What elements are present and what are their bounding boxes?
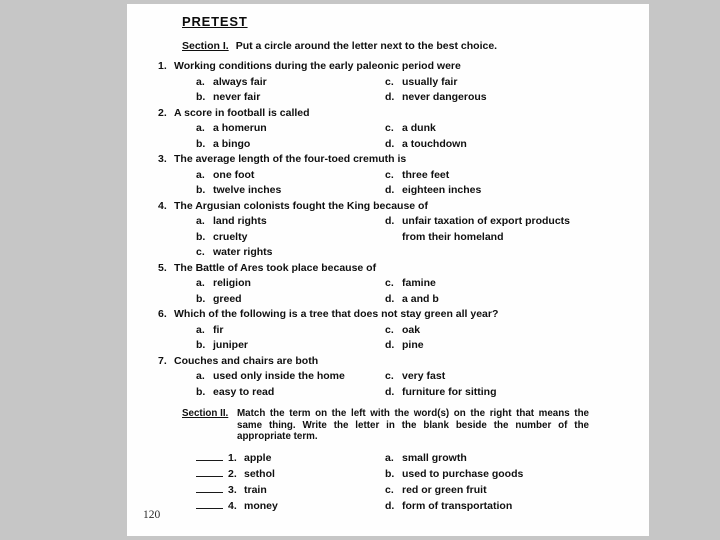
option-row xyxy=(196,75,618,91)
option-row xyxy=(196,121,618,137)
question-block xyxy=(158,261,618,308)
match-letter: a. xyxy=(385,451,394,464)
document-page xyxy=(127,4,649,536)
option-text: always fair xyxy=(213,75,267,88)
option-text: fir xyxy=(213,323,224,336)
option-row xyxy=(196,90,618,106)
option-text: juniper xyxy=(213,339,249,351)
option-text: one foot xyxy=(213,168,255,181)
option-letter: d. xyxy=(385,385,395,398)
question-text: Working conditions during the early paleonic period were xyxy=(174,60,461,72)
match-row xyxy=(196,482,618,498)
question-number: 5. xyxy=(158,261,167,274)
question-number: 1. xyxy=(158,60,167,72)
question-number: 3. xyxy=(158,153,167,165)
option-letter: a. xyxy=(196,215,205,227)
question-block xyxy=(158,199,618,261)
option-text: a and b xyxy=(402,292,439,305)
option-letter: c. xyxy=(385,323,394,336)
option-letter: b. xyxy=(196,230,206,243)
option-text: religion xyxy=(213,277,251,289)
section2-heading xyxy=(182,408,618,443)
question-number: 6. xyxy=(158,308,167,320)
option-text: easy to read xyxy=(213,385,275,398)
option-text: water rights xyxy=(213,246,273,258)
option-text: famine xyxy=(402,277,436,289)
option-letter: b. xyxy=(196,292,206,305)
question-block xyxy=(158,307,618,354)
match-letter: c. xyxy=(385,484,394,497)
option-row xyxy=(196,338,618,354)
option-letter: d. xyxy=(385,184,395,196)
match-row xyxy=(196,466,618,482)
option-text: eighteen inches xyxy=(402,184,482,196)
option-letter: d. xyxy=(385,215,395,227)
section2-instructions: Match the term on the left with the word(s) on the right that means the same thing. Write the letter in the blank beside the number of the appropriate term. xyxy=(237,408,589,442)
option-text: never fair xyxy=(213,91,261,103)
question-text: Couches and chairs are both xyxy=(174,354,319,367)
option-letter: b. xyxy=(196,385,206,398)
option-row xyxy=(196,230,618,246)
option-letter: d. xyxy=(385,339,395,351)
question-text: Which of the following is a tree that does not stay green all year? xyxy=(174,308,499,320)
option-text: used only inside the home xyxy=(213,370,345,382)
section1-instructions: Put a circle around the letter next to the best choice. xyxy=(235,40,498,52)
question-number: 4. xyxy=(158,199,167,212)
option-row xyxy=(196,214,618,230)
option-text: greed xyxy=(213,292,242,305)
match-term: train xyxy=(244,484,267,497)
match-letter: d. xyxy=(385,500,395,513)
option-letter: c. xyxy=(196,246,205,258)
option-text: a dunk xyxy=(402,122,436,134)
option-letter: c. xyxy=(385,168,394,181)
option-letter: b. xyxy=(196,91,206,103)
option-letter: c. xyxy=(385,370,394,382)
section2-label: Section II. xyxy=(182,408,229,419)
option-text: a homerun xyxy=(213,122,267,134)
match-term: money xyxy=(244,500,278,513)
section1-heading xyxy=(182,40,618,53)
page-title: PRETEST xyxy=(182,14,248,29)
option-text: land rights xyxy=(213,215,267,227)
answer-blank xyxy=(196,453,223,461)
match-number: 2. xyxy=(228,467,237,480)
option-letter: c. xyxy=(385,122,394,134)
option-row xyxy=(196,276,618,292)
option-text: furniture for sitting xyxy=(402,385,497,398)
book-page-number: 120 xyxy=(143,509,161,521)
question-block xyxy=(158,106,618,153)
option-letter: a. xyxy=(196,277,205,289)
option-text: very fast xyxy=(402,370,446,382)
match-number: 3. xyxy=(228,484,237,497)
match-number: 4. xyxy=(228,500,237,513)
option-letter: a. xyxy=(196,75,205,88)
option-letter: a. xyxy=(196,122,205,134)
option-row xyxy=(196,137,618,153)
option-text: unfair taxation of export products xyxy=(402,215,571,227)
option-letter: a. xyxy=(196,323,205,336)
option-letter: c. xyxy=(385,75,394,88)
option-text: pine xyxy=(402,339,424,351)
option-row xyxy=(196,168,618,184)
match-text: used to purchase goods xyxy=(402,467,524,480)
question-number: 7. xyxy=(158,354,167,367)
option-text: twelve inches xyxy=(213,184,282,196)
question-text: The Battle of Ares took place because of xyxy=(174,261,377,274)
option-letter: d. xyxy=(385,91,395,103)
option-letter: c. xyxy=(385,277,394,289)
option-row xyxy=(196,292,618,308)
question-block xyxy=(158,59,618,106)
option-text: usually fair xyxy=(402,75,458,88)
option-text: a bingo xyxy=(213,137,251,150)
answer-blank xyxy=(196,469,223,477)
option-letter: a. xyxy=(196,168,205,181)
match-text: small growth xyxy=(402,451,467,464)
option-letter: b. xyxy=(196,137,206,150)
option-text: never dangerous xyxy=(402,91,487,103)
option-row xyxy=(196,323,618,339)
match-text: form of transportation xyxy=(402,500,513,513)
option-text: oak xyxy=(402,323,421,336)
match-term: apple xyxy=(244,451,272,464)
match-number: 1. xyxy=(228,451,237,464)
question-block xyxy=(158,354,618,401)
option-text: three feet xyxy=(402,168,450,181)
match-term: sethol xyxy=(244,467,275,480)
option-text: a touchdown xyxy=(402,137,467,150)
option-row xyxy=(196,245,618,261)
option-letter: d. xyxy=(385,292,395,305)
option-text-continuation: from their homeland xyxy=(402,230,504,243)
option-letter: b. xyxy=(196,339,206,351)
option-row xyxy=(196,369,618,385)
question-text: The Argusian colonists fought the King because of xyxy=(174,199,428,212)
question-block xyxy=(158,152,618,199)
option-row xyxy=(196,183,618,199)
question-number: 2. xyxy=(158,106,167,119)
match-letter: b. xyxy=(385,467,395,480)
option-letter: b. xyxy=(196,184,206,196)
match-row xyxy=(196,498,618,514)
option-letter: a. xyxy=(196,370,205,382)
section1-label: Section I. xyxy=(182,40,229,52)
match-row xyxy=(196,450,618,466)
option-letter: d. xyxy=(385,137,395,150)
question-text: The average length of the four-toed cremuth is xyxy=(174,153,407,165)
match-text: red or green fruit xyxy=(402,484,487,497)
answer-blank xyxy=(196,485,223,493)
answer-blank xyxy=(196,501,223,509)
option-text: cruelty xyxy=(213,230,248,243)
question-text: A score in football is called xyxy=(174,106,310,119)
option-row xyxy=(196,385,618,401)
page-content xyxy=(158,14,618,515)
